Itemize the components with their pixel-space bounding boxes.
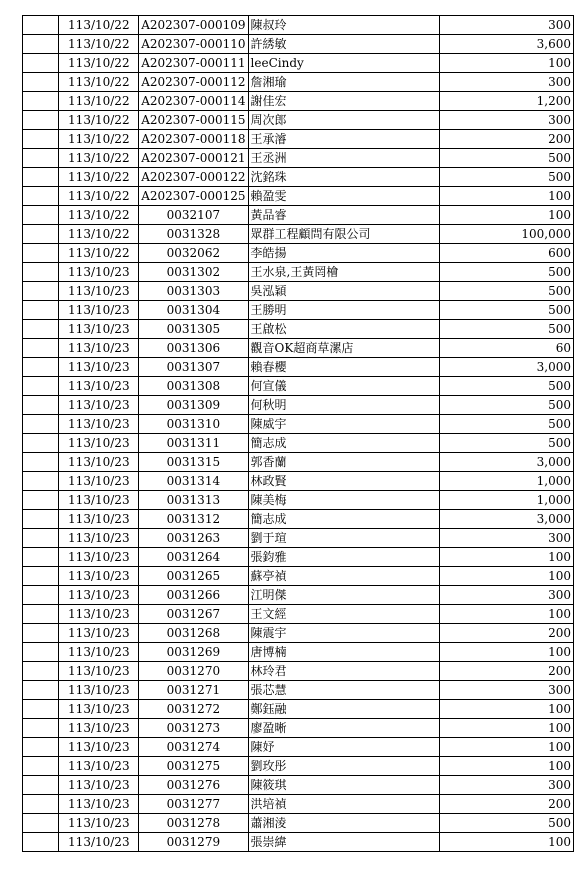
date-cell: 113/10/23: [59, 738, 139, 757]
amount-cell: 1,000: [440, 491, 574, 510]
table-row: [23, 92, 574, 111]
row-index-cell: [23, 149, 59, 168]
table-row: [23, 624, 574, 643]
row-index-cell: [23, 54, 59, 73]
date-cell: 113/10/22: [59, 244, 139, 263]
receipt-id-cell: 0032107: [139, 206, 248, 225]
date-cell: 113/10/22: [59, 54, 139, 73]
donor-name-cell: 蕭湘淩: [248, 814, 440, 833]
receipt-id-cell: 0031278: [139, 814, 248, 833]
amount-cell: 100: [440, 719, 574, 738]
date-cell: 113/10/23: [59, 529, 139, 548]
row-index-cell: [23, 263, 59, 282]
row-index-cell: [23, 624, 59, 643]
amount-cell: 3,000: [440, 358, 574, 377]
amount-cell: 300: [440, 776, 574, 795]
date-cell: 113/10/23: [59, 605, 139, 624]
table-row: [23, 149, 574, 168]
row-index-cell: [23, 529, 59, 548]
receipt-id-cell: A202307-000118: [139, 130, 248, 149]
donor-name-cell: leeCindy: [248, 54, 440, 73]
date-cell: 113/10/23: [59, 453, 139, 472]
amount-cell: 500: [440, 282, 574, 301]
receipt-id-cell: 0031328: [139, 225, 248, 244]
receipt-id-cell: A202307-000114: [139, 92, 248, 111]
receipt-id-cell: 0031308: [139, 377, 248, 396]
row-index-cell: [23, 282, 59, 301]
amount-cell: 3,000: [440, 453, 574, 472]
donor-name-cell: 王丞洲: [248, 149, 440, 168]
amount-cell: 100: [440, 833, 574, 852]
date-cell: 113/10/23: [59, 491, 139, 510]
donor-name-cell: 張崇緯: [248, 833, 440, 852]
row-index-cell: [23, 681, 59, 700]
donor-name-cell: 唐博楠: [248, 643, 440, 662]
date-cell: 113/10/23: [59, 415, 139, 434]
row-index-cell: [23, 833, 59, 852]
donation-table: [22, 15, 574, 852]
amount-cell: 100: [440, 700, 574, 719]
receipt-id-cell: 0031270: [139, 662, 248, 681]
donor-name-cell: 王水泉,王黃罔檜: [248, 263, 440, 282]
donor-name-cell: 詹湘瑜: [248, 73, 440, 92]
table-row: [23, 814, 574, 833]
date-cell: 113/10/22: [59, 206, 139, 225]
date-cell: 113/10/23: [59, 643, 139, 662]
receipt-id-cell: 0031263: [139, 529, 248, 548]
date-cell: 113/10/23: [59, 339, 139, 358]
date-cell: 113/10/23: [59, 662, 139, 681]
amount-cell: 200: [440, 795, 574, 814]
receipt-id-cell: 0031276: [139, 776, 248, 795]
date-cell: 113/10/22: [59, 73, 139, 92]
receipt-id-cell: A202307-000110: [139, 35, 248, 54]
donor-name-cell: 簡志成: [248, 510, 440, 529]
amount-cell: 100: [440, 605, 574, 624]
date-cell: 113/10/22: [59, 168, 139, 187]
amount-cell: 200: [440, 624, 574, 643]
row-index-cell: [23, 567, 59, 586]
donor-name-cell: 林政賢: [248, 472, 440, 491]
table-row: [23, 738, 574, 757]
donor-name-cell: 陳叔玲: [248, 16, 440, 35]
receipt-id-cell: 0031265: [139, 567, 248, 586]
donor-name-cell: 郭香蘭: [248, 453, 440, 472]
row-index-cell: [23, 491, 59, 510]
amount-cell: 300: [440, 529, 574, 548]
amount-cell: 100: [440, 567, 574, 586]
donor-name-cell: 江明傑: [248, 586, 440, 605]
donor-name-cell: 簡志成: [248, 434, 440, 453]
amount-cell: 100: [440, 187, 574, 206]
receipt-id-cell: A202307-000125: [139, 187, 248, 206]
date-cell: 113/10/23: [59, 548, 139, 567]
donor-name-cell: 陳美梅: [248, 491, 440, 510]
row-index-cell: [23, 548, 59, 567]
table-row: [23, 643, 574, 662]
row-index-cell: [23, 776, 59, 795]
table-row: [23, 130, 574, 149]
donor-name-cell: 李皓揚: [248, 244, 440, 263]
amount-cell: 300: [440, 111, 574, 130]
donor-name-cell: 劉于瑄: [248, 529, 440, 548]
row-index-cell: [23, 814, 59, 833]
table-row: [23, 586, 574, 605]
donor-name-cell: 張鈞雅: [248, 548, 440, 567]
amount-cell: 500: [440, 301, 574, 320]
table-row: [23, 434, 574, 453]
row-index-cell: [23, 605, 59, 624]
row-index-cell: [23, 339, 59, 358]
date-cell: 113/10/23: [59, 396, 139, 415]
receipt-id-cell: 0031310: [139, 415, 248, 434]
donor-name-cell: 賴盈雯: [248, 187, 440, 206]
table-row: [23, 567, 574, 586]
donor-name-cell: 蘇亭禎: [248, 567, 440, 586]
row-index-cell: [23, 301, 59, 320]
receipt-id-cell: 0031313: [139, 491, 248, 510]
row-index-cell: [23, 472, 59, 491]
donor-name-cell: 鄭鈺融: [248, 700, 440, 719]
table-row: [23, 795, 574, 814]
receipt-id-cell: 0031274: [139, 738, 248, 757]
row-index-cell: [23, 377, 59, 396]
table-row: [23, 73, 574, 92]
receipt-id-cell: 0031273: [139, 719, 248, 738]
table-row: [23, 510, 574, 529]
table-row: [23, 453, 574, 472]
receipt-id-cell: 0031267: [139, 605, 248, 624]
row-index-cell: [23, 320, 59, 339]
date-cell: 113/10/22: [59, 187, 139, 206]
row-index-cell: [23, 700, 59, 719]
receipt-id-cell: 0031303: [139, 282, 248, 301]
row-index-cell: [23, 586, 59, 605]
amount-cell: 60: [440, 339, 574, 358]
row-index-cell: [23, 719, 59, 738]
table-row: [23, 396, 574, 415]
donor-name-cell: 林玲君: [248, 662, 440, 681]
row-index-cell: [23, 662, 59, 681]
amount-cell: 500: [440, 814, 574, 833]
receipt-id-cell: 0031306: [139, 339, 248, 358]
row-index-cell: [23, 244, 59, 263]
amount-cell: 500: [440, 415, 574, 434]
table-row: [23, 301, 574, 320]
receipt-id-cell: A202307-000111: [139, 54, 248, 73]
table-row: [23, 662, 574, 681]
receipt-id-cell: 0031271: [139, 681, 248, 700]
amount-cell: 100: [440, 643, 574, 662]
table-row: [23, 415, 574, 434]
donor-name-cell: 洪培禎: [248, 795, 440, 814]
receipt-id-cell: 0031264: [139, 548, 248, 567]
date-cell: 113/10/23: [59, 795, 139, 814]
date-cell: 113/10/22: [59, 130, 139, 149]
date-cell: 113/10/23: [59, 776, 139, 795]
row-index-cell: [23, 510, 59, 529]
table-row: [23, 757, 574, 776]
amount-cell: 100: [440, 206, 574, 225]
donor-name-cell: 吳泓穎: [248, 282, 440, 301]
donor-name-cell: 王啟松: [248, 320, 440, 339]
amount-cell: 300: [440, 73, 574, 92]
receipt-id-cell: 0031309: [139, 396, 248, 415]
receipt-id-cell: 0031272: [139, 700, 248, 719]
table-row: [23, 339, 574, 358]
donor-name-cell: 陳威宇: [248, 415, 440, 434]
row-index-cell: [23, 358, 59, 377]
amount-cell: 500: [440, 263, 574, 282]
table-row: [23, 320, 574, 339]
table-row: [23, 54, 574, 73]
row-index-cell: [23, 738, 59, 757]
amount-cell: 500: [440, 377, 574, 396]
amount-cell: 500: [440, 320, 574, 339]
table-row: [23, 244, 574, 263]
donor-name-cell: 周次郎: [248, 111, 440, 130]
donor-name-cell: 許綉敏: [248, 35, 440, 54]
table-row: [23, 168, 574, 187]
row-index-cell: [23, 16, 59, 35]
table-row: [23, 111, 574, 130]
table-row: [23, 16, 574, 35]
table-row: [23, 681, 574, 700]
date-cell: 113/10/22: [59, 149, 139, 168]
donor-name-cell: 陳震宇: [248, 624, 440, 643]
row-index-cell: [23, 434, 59, 453]
donor-name-cell: 王文經: [248, 605, 440, 624]
amount-cell: 100,000: [440, 225, 574, 244]
table-row: [23, 529, 574, 548]
amount-cell: 300: [440, 16, 574, 35]
row-index-cell: [23, 396, 59, 415]
receipt-id-cell: A202307-000109: [139, 16, 248, 35]
date-cell: 113/10/23: [59, 700, 139, 719]
date-cell: 113/10/22: [59, 111, 139, 130]
amount-cell: 600: [440, 244, 574, 263]
receipt-id-cell: 0031275: [139, 757, 248, 776]
table-row: [23, 776, 574, 795]
date-cell: 113/10/23: [59, 263, 139, 282]
date-cell: 113/10/23: [59, 814, 139, 833]
donor-name-cell: 王承濬: [248, 130, 440, 149]
date-cell: 113/10/23: [59, 567, 139, 586]
amount-cell: 500: [440, 168, 574, 187]
table-row: [23, 833, 574, 852]
row-index-cell: [23, 453, 59, 472]
receipt-id-cell: 0031312: [139, 510, 248, 529]
table-row: [23, 225, 574, 244]
donor-name-cell: 賴春櫻: [248, 358, 440, 377]
donor-name-cell: 謝佳宏: [248, 92, 440, 111]
amount-cell: 1,200: [440, 92, 574, 111]
date-cell: 113/10/23: [59, 681, 139, 700]
donor-name-cell: 黃品睿: [248, 206, 440, 225]
row-index-cell: [23, 92, 59, 111]
receipt-id-cell: 0031305: [139, 320, 248, 339]
row-index-cell: [23, 130, 59, 149]
date-cell: 113/10/23: [59, 719, 139, 738]
amount-cell: 100: [440, 757, 574, 776]
receipt-id-cell: 0031279: [139, 833, 248, 852]
receipt-id-cell: 0031314: [139, 472, 248, 491]
donor-name-cell: 眾群工程顧問有限公司: [248, 225, 440, 244]
donor-name-cell: 觀音OK超商草漯店: [248, 339, 440, 358]
amount-cell: 200: [440, 662, 574, 681]
receipt-id-cell: A202307-000121: [139, 149, 248, 168]
donor-name-cell: 何秋明: [248, 396, 440, 415]
receipt-id-cell: 0031302: [139, 263, 248, 282]
table-body: [23, 16, 574, 852]
receipt-id-cell: 0031277: [139, 795, 248, 814]
row-index-cell: [23, 35, 59, 54]
table-row: [23, 491, 574, 510]
receipt-id-cell: 0031311: [139, 434, 248, 453]
receipt-id-cell: 0031266: [139, 586, 248, 605]
table-row: [23, 719, 574, 738]
table-row: [23, 282, 574, 301]
row-index-cell: [23, 187, 59, 206]
date-cell: 113/10/23: [59, 358, 139, 377]
row-index-cell: [23, 795, 59, 814]
date-cell: 113/10/23: [59, 377, 139, 396]
receipt-id-cell: A202307-000112: [139, 73, 248, 92]
amount-cell: 3,600: [440, 35, 574, 54]
amount-cell: 100: [440, 548, 574, 567]
row-index-cell: [23, 168, 59, 187]
amount-cell: 200: [440, 130, 574, 149]
table-row: [23, 605, 574, 624]
date-cell: 113/10/22: [59, 35, 139, 54]
row-index-cell: [23, 206, 59, 225]
receipt-id-cell: 0031315: [139, 453, 248, 472]
amount-cell: 500: [440, 149, 574, 168]
date-cell: 113/10/22: [59, 225, 139, 244]
amount-cell: 3,000: [440, 510, 574, 529]
table-row: [23, 35, 574, 54]
table-row: [23, 358, 574, 377]
date-cell: 113/10/23: [59, 282, 139, 301]
row-index-cell: [23, 73, 59, 92]
amount-cell: 100: [440, 738, 574, 757]
receipt-id-cell: 0031304: [139, 301, 248, 320]
date-cell: 113/10/23: [59, 624, 139, 643]
receipt-id-cell: 0032062: [139, 244, 248, 263]
receipt-id-cell: 0031307: [139, 358, 248, 377]
row-index-cell: [23, 225, 59, 244]
amount-cell: 300: [440, 681, 574, 700]
donor-name-cell: 陳筱琪: [248, 776, 440, 795]
donor-name-cell: 劉玫彤: [248, 757, 440, 776]
table-row: [23, 700, 574, 719]
donor-name-cell: 王勝明: [248, 301, 440, 320]
row-index-cell: [23, 757, 59, 776]
date-cell: 113/10/23: [59, 320, 139, 339]
row-index-cell: [23, 415, 59, 434]
receipt-id-cell: A202307-000115: [139, 111, 248, 130]
amount-cell: 500: [440, 434, 574, 453]
amount-cell: 1,000: [440, 472, 574, 491]
date-cell: 113/10/23: [59, 833, 139, 852]
donor-name-cell: 張芯慧: [248, 681, 440, 700]
date-cell: 113/10/23: [59, 510, 139, 529]
table-row: [23, 263, 574, 282]
date-cell: 113/10/23: [59, 757, 139, 776]
table-row: [23, 548, 574, 567]
table-row: [23, 472, 574, 491]
table-row: [23, 377, 574, 396]
row-index-cell: [23, 643, 59, 662]
date-cell: 113/10/23: [59, 301, 139, 320]
date-cell: 113/10/22: [59, 16, 139, 35]
date-cell: 113/10/23: [59, 472, 139, 491]
row-index-cell: [23, 111, 59, 130]
donor-name-cell: 沈銘珠: [248, 168, 440, 187]
table-row: [23, 187, 574, 206]
amount-cell: 100: [440, 54, 574, 73]
date-cell: 113/10/22: [59, 92, 139, 111]
amount-cell: 300: [440, 586, 574, 605]
receipt-id-cell: A202307-000122: [139, 168, 248, 187]
date-cell: 113/10/23: [59, 434, 139, 453]
donor-name-cell: 陳妤: [248, 738, 440, 757]
receipt-id-cell: 0031268: [139, 624, 248, 643]
table-row: [23, 206, 574, 225]
donor-name-cell: 何宣儀: [248, 377, 440, 396]
amount-cell: 500: [440, 396, 574, 415]
donor-name-cell: 廖盈晰: [248, 719, 440, 738]
date-cell: 113/10/23: [59, 586, 139, 605]
receipt-id-cell: 0031269: [139, 643, 248, 662]
